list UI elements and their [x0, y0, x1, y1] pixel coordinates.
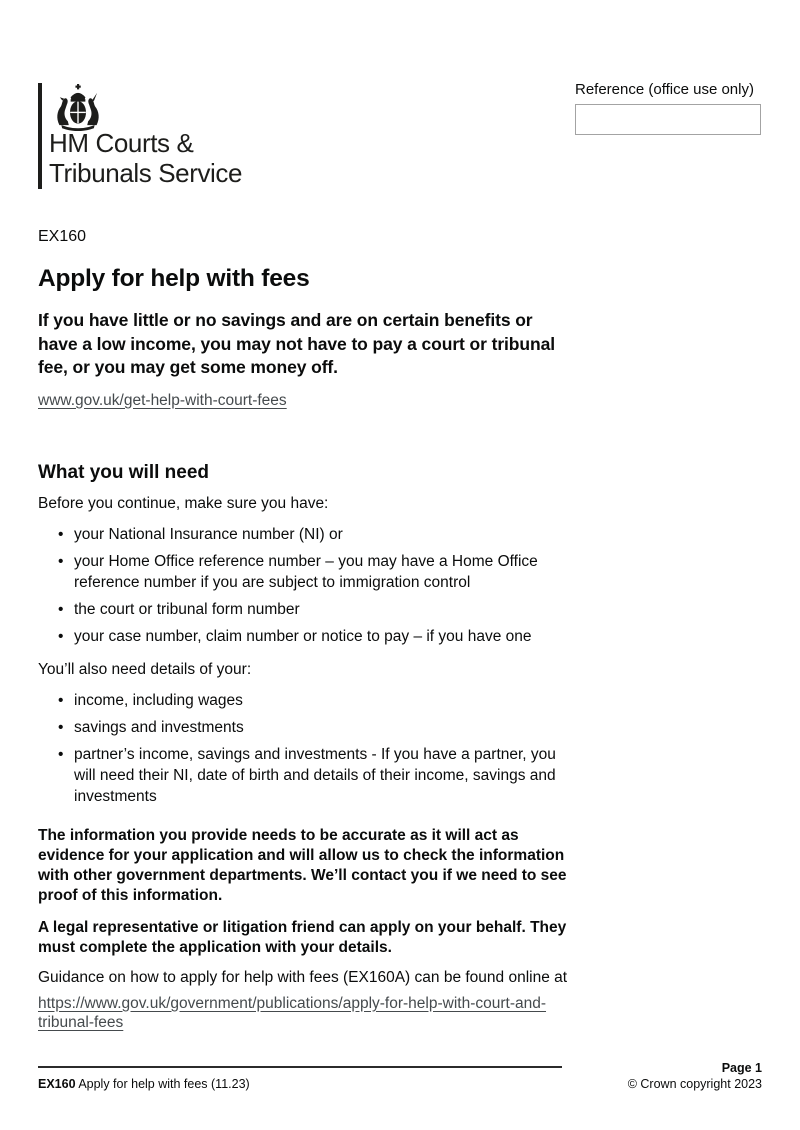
form-number-label: EX160: [38, 228, 87, 245]
representative-notice: A legal representative or litigation friend can apply on your behalf. They must complete the application with your details.: [38, 918, 567, 956]
logo-line2: Tribunals Service: [49, 158, 243, 188]
footer-page-number: Page 1: [721, 1061, 762, 1075]
guidance-link[interactable]: https://www.gov.uk/government/publications/apply-for-help-with-court-and-tribunal-fees: [38, 994, 547, 1031]
logo-line1: HM Courts &: [49, 128, 194, 158]
guidance-text: Guidance on how to apply for help with fees (EX160A) can be found online at: [38, 968, 568, 986]
footer-rule: [38, 1066, 562, 1068]
accuracy-notice: The information you provide needs to be accurate as it will act as evidence for your application and will allow us to check the information with other government departments. We’ll contact you if we need to see proof of this information.: [38, 826, 567, 904]
list-item: • income, including wages: [38, 690, 568, 711]
before-you-continue-lead: Before you continue, make sure you have:: [38, 494, 329, 512]
list-item: • the court or tribunal form number: [38, 599, 568, 620]
also-need-list: [38, 690, 568, 807]
list-item: • partner’s income, savings and investments - If you have a partner, you will need their NI, date of birth and details of their income, savings and investments: [38, 744, 568, 807]
footer-form-reference: [38, 1077, 250, 1092]
document-body: [38, 0, 568, 1032]
list-item: • your Home Office reference number – you may have a Home Office reference number if you are subject to immigration control: [38, 551, 568, 593]
reference-input[interactable]: [575, 104, 761, 135]
need-list: [38, 524, 568, 647]
intro-link[interactable]: www.gov.uk/get-help-with-court-fees: [38, 391, 287, 409]
list-item: • savings and investments: [38, 717, 568, 738]
intro-text: If you have little or no savings and are on certain benefits or have a low income, you may not have to pay a court or tribunal fee, or you may get some money off.: [38, 310, 555, 377]
list-item: • your case number, claim number or notice to pay – if you have one: [38, 626, 568, 647]
footer-form-title: Apply for help with fees (11.23): [75, 1077, 250, 1091]
list-item: • your National Insurance number (NI) or: [38, 524, 568, 545]
also-need-lead: You’ll also need details of your:: [38, 660, 252, 678]
page-title: Apply for help with fees: [38, 265, 310, 292]
footer-form-number: EX160: [38, 1077, 76, 1091]
footer-copyright: © Crown copyright 2023: [627, 1077, 762, 1091]
section-heading-what-you-will-need: What you will need: [38, 461, 210, 483]
reference-label: Reference (office use only): [575, 81, 754, 98]
